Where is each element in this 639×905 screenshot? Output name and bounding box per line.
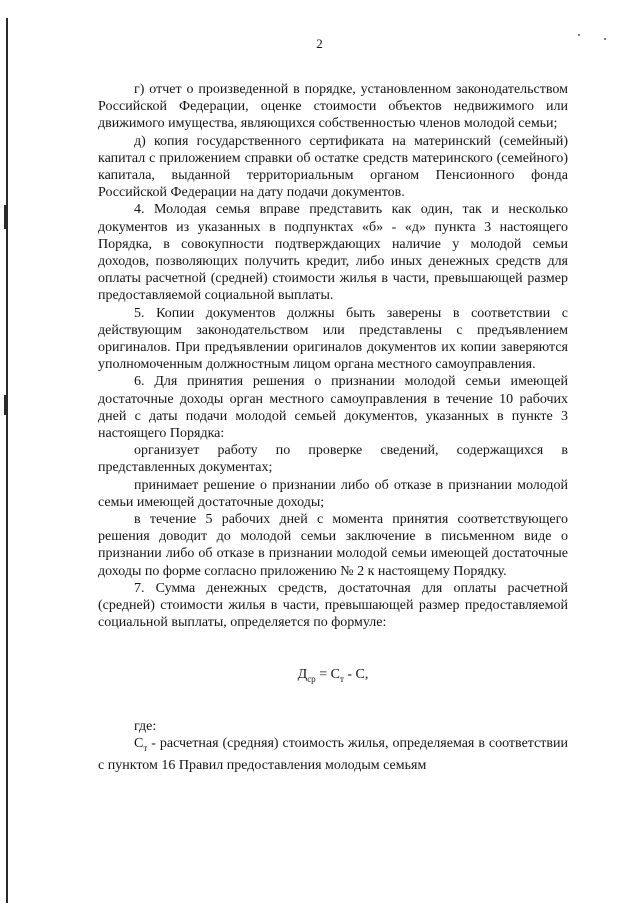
- paragraph-6-decision: принимает решение о признании либо об отказе в признании молодой семьи имеющей достаточные доходы;: [98, 477, 568, 510]
- scan-left-edge: [6, 18, 8, 903]
- formula-lhs-subscript: ср: [307, 673, 316, 684]
- scan-edge-mark: [4, 395, 6, 415]
- definition-ct: [98, 735, 568, 774]
- paragraph-item-d: д) копия государственного сертификата на материнский (семейный) капитал с приложением справки об остатке средств материнского (семейного) капитала, выданной территориальным органом Пенсионного фонда Российской Федерации на дату подачи документов.: [98, 133, 568, 201]
- document-body: [98, 81, 568, 774]
- formula-lhs: Д: [297, 666, 308, 682]
- paragraph-6-notify: в течение 5 рабочих дней с момента принятия соответствующего решения доводит до молодой семьи заключение в письменном виде о признании либо об отказе в признании молодой семьи имеющей достаточные доходы по форме согласно приложению № 2 к настоящему Порядку.: [98, 512, 568, 579]
- paragraph-6: 6. Для принятия решения о признании молодой семьи имеющей достаточные доходы орган местного самоуправления в течение 10 рабочих дней с даты подачи молодой семьей документов, указанных в пункте 3 настоящего Порядка:: [98, 374, 568, 442]
- scan-edge-mark: [4, 205, 6, 229]
- paragraph-5: 5. Копии документов должны быть заверены в соответствии с действующим законодательством или представлены с предъявлением оригиналов. При предъявлении оригиналов документов их копии заверяются уполномоченным должностным лицом органа местного самоуправления.: [98, 305, 568, 373]
- ct-definition-text: - расчетная (средняя) стоимость жилья, определяемая в соответствии с пунктом 16 Правил предоставления молодым семьям: [98, 735, 568, 773]
- formula-c1-subscript: т: [339, 673, 344, 684]
- formula: [98, 666, 568, 688]
- paragraph-6-organize: организует работу по проверке сведений, содержащихся в представленных документах;: [98, 443, 568, 476]
- page-number: 2: [316, 36, 323, 51]
- where-label: где:: [134, 718, 157, 734]
- paragraph-4: 4. Молодая семья вправе представить как один, так и несколько документов из указанных в подпунктах «б» - «д» пункта 3 настоящего Порядка, в совокупности подтверждающих наличие у молодой семьи доходов, позволяющих получить кредит, либо иных денежных средств для оплаты расчетной (средней) стоимости жилья в части, превышающей размер предоставляемой социальной выплаты.: [98, 202, 568, 304]
- formula-rest: - С,: [343, 666, 369, 682]
- formula-equals: =: [315, 666, 331, 682]
- formula-c1: С: [330, 666, 340, 682]
- paragraph-7: 7. Сумма денежных средств, достаточная для оплаты расчетной (средней) стоимости жилья в части, превышающей размер предоставляемой социальной выплаты, определяется по формуле:: [98, 580, 568, 631]
- paragraph-item-g: г) отчет о произведенной в порядке, установленном законодательством Российской Федерации, оценке стоимости объектов недвижимого или движимого имущества, являющихся собственностью членов молодой семьи;: [98, 82, 568, 132]
- ct-symbol-subscript: т: [143, 742, 148, 753]
- ct-symbol: С: [134, 735, 144, 751]
